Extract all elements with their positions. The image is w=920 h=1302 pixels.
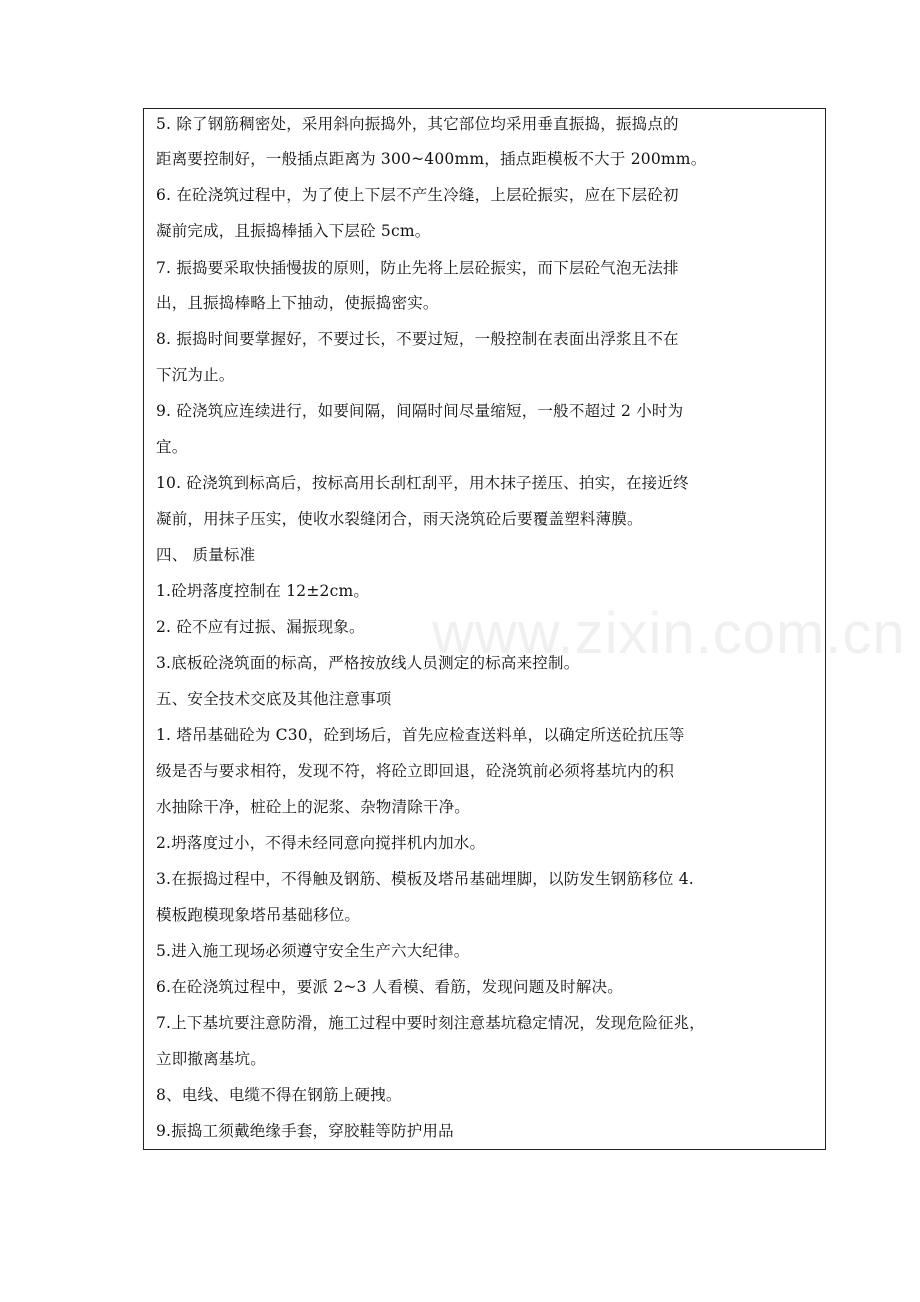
text-line: 8. 振捣时间要掌握好，不要过长，不要过短，一般控制在表面出浮浆且不在 bbox=[156, 330, 679, 348]
text-line: 9.振捣工须戴绝缘手套，穿胶鞋等防护用品 bbox=[156, 1122, 454, 1140]
text-line: 模板跑模现象塔吊基础移位。 bbox=[156, 906, 361, 924]
text-line: 宜。 bbox=[156, 438, 188, 456]
text-line: 1. 塔吊基础砼为 C30，砼到场后，首先应检查送料单，以确定所送砼抗压等 bbox=[156, 726, 685, 744]
text-line: 6.在砼浇筑过程中，要派 2~3 人看模、看筋，发现问题及时解决。 bbox=[156, 978, 623, 996]
text-line: 2. 砼不应有过振、漏振现象。 bbox=[156, 618, 365, 636]
text-line: 距离要控制好，一般插点距离为 300~400mm，插点距模板不大于 200mm。 bbox=[156, 150, 707, 168]
watermark: www.zixin.com.cn bbox=[432, 601, 906, 666]
text-line: 7. 振捣要采取快插慢拔的原则，防止先将上层砼振实，而下层砼气泡无法排 bbox=[156, 259, 679, 277]
text-line: 立即撤离基坑。 bbox=[156, 1050, 266, 1068]
text-line: 1.砼坍落度控制在 12±2cm。 bbox=[156, 582, 370, 600]
text-line: 下沉为止。 bbox=[156, 366, 235, 384]
text-line: 3.底板砼浇筑面的标高，严格按放线人员测定的标高来控制。 bbox=[156, 654, 580, 672]
text-line: 2.坍落度过小，不得未经同意向搅拌机内加水。 bbox=[156, 834, 486, 852]
section-heading: 五、安全技术交底及其他注意事项 bbox=[156, 690, 392, 708]
text-line: 7.上下基坑要注意防滑，施工过程中要时刻注意基坑稳定情况，发现危险征兆， bbox=[156, 1014, 705, 1032]
text-line: 凝前，用抹子压实，使收水裂缝闭合，雨天浇筑砼后要覆盖塑料薄膜。 bbox=[156, 510, 643, 528]
text-line: 出，且振捣棒略上下抽动，使振捣密实。 bbox=[156, 294, 439, 312]
text-line: 凝前完成，且振捣棒插入下层砼 5cm。 bbox=[156, 222, 431, 240]
section-heading: 四、 质量标准 bbox=[156, 546, 256, 564]
text-line: 级是否与要求相符，发现不符，将砼立即回退，砼浇筑前必须将基坑内的积 bbox=[156, 762, 675, 780]
text-line: 6. 在砼浇筑过程中，为了使上下层不产生冷缝，上层砼振实，应在下层砼初 bbox=[156, 186, 679, 204]
text-line: 5.进入施工现场必须遵守安全生产六大纪律。 bbox=[156, 942, 470, 960]
text-line: 9. 砼浇筑应连续进行，如要间隔，间隔时间尽量缩短，一般不超过 2 小时为 bbox=[156, 402, 684, 420]
text-line: 5. 除了钢筋稠密处，采用斜向振捣外，其它部位均采用垂直振捣，振捣点的 bbox=[156, 115, 679, 133]
text-line: 水抽除干净，桩砼上的泥浆、杂物清除干净。 bbox=[156, 798, 471, 816]
text-line: 10. 砼浇筑到标高后，按标高用长刮杠刮平，用木抹子搓压、拍实，在接近终 bbox=[156, 474, 689, 492]
text-line: 3.在振捣过程中，不得触及钢筋、模板及塔吊基础埋脚，以防发生钢筋移位 4. bbox=[156, 870, 694, 888]
text-line: 8、电线、电缆不得在钢筋上硬拽。 bbox=[156, 1086, 402, 1104]
